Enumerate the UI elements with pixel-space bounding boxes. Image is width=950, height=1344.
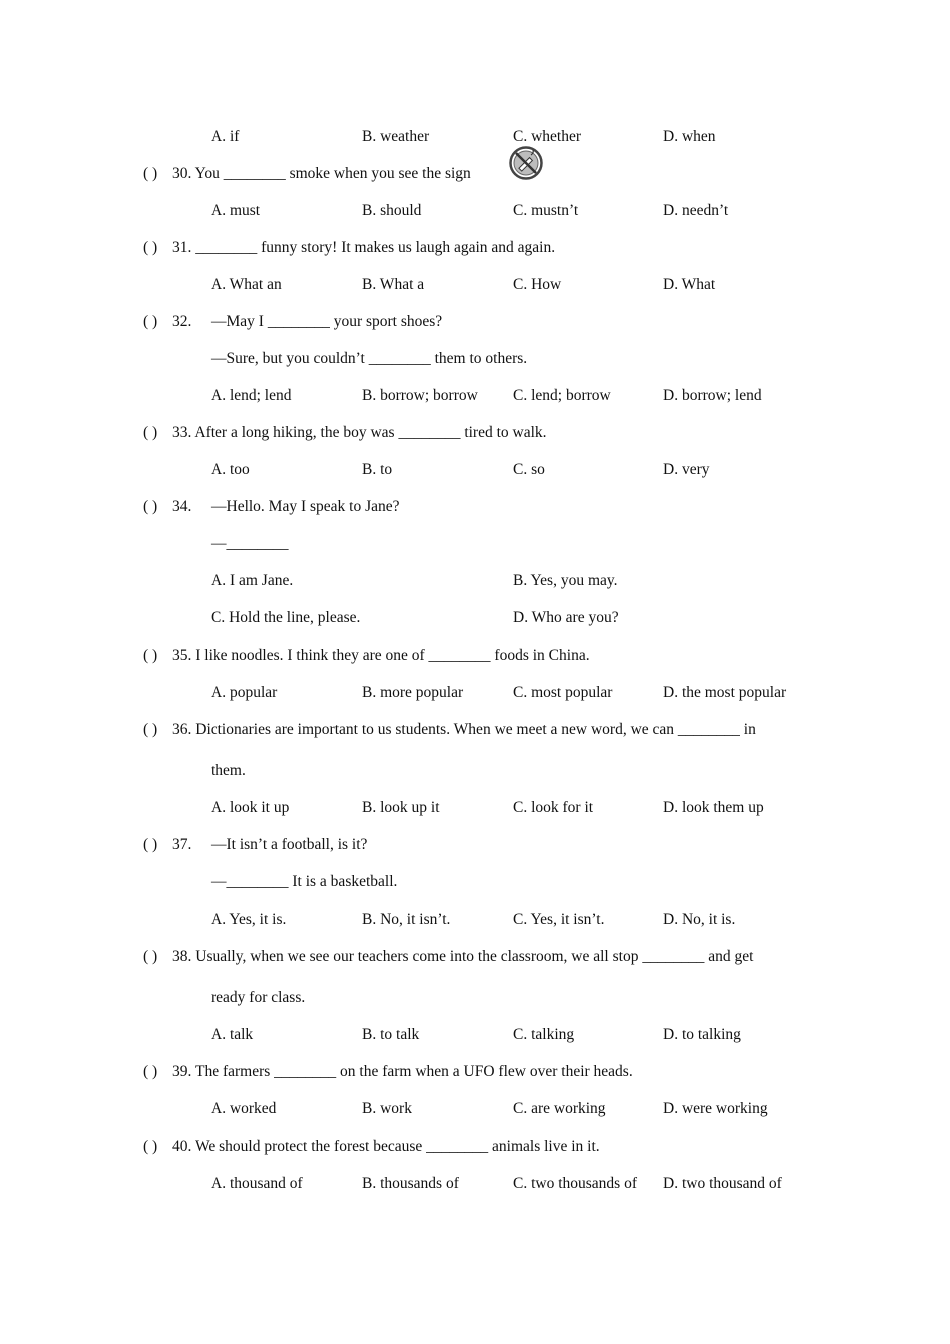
question-q39 [0,1061,950,1083]
option-a: A. Yes, it is. [211,911,287,928]
option-d: D. look them up [663,799,764,816]
option-d: D. Who are you? [513,609,619,626]
no-smoking-icon [509,146,543,180]
option-c: C. How [513,276,562,293]
option-c: C. two thousands of [513,1175,637,1192]
option-b: B. to [362,461,393,478]
options-row-q39 [0,1098,950,1120]
option-b: B. What a [362,276,425,293]
option-a: A. I am Jane. [211,572,294,589]
option-a: A. must [211,202,261,219]
answer-bracket: ( ) [143,721,158,738]
question-q32 [0,311,950,333]
question-stem: 33. After a long hiking, the boy was ________ tired to walk. [172,424,547,441]
options-row-q38 [0,1024,950,1046]
question-q30 [0,163,950,185]
answer-bracket: ( ) [143,836,158,853]
option-a: A. popular [211,684,278,701]
question-stem: 36. Dictionaries are important to us students. When we meet a new word, we can ________ in [172,721,756,738]
options-row-q34-ab [0,570,950,592]
dialog-line: —________ [211,535,289,552]
option-c: C. Yes, it isn’t. [513,911,605,928]
option-a: A. worked [211,1100,277,1117]
dialog-line: —________ It is a basketball. [211,873,398,890]
option-b: B. to talk [362,1026,420,1043]
question-stem: 39. The farmers ________ on the farm when a UFO flew over their heads. [172,1063,633,1080]
option-b: B. more popular [362,684,464,701]
option-d: D. the most popular [663,684,787,701]
option-a: A. talk [211,1026,254,1043]
option-c: C. so [513,461,545,478]
question-stem: 30. You ________ smoke when you see the sign [172,165,471,182]
dialog-line: —It isn’t a football, is it? [211,836,368,853]
options-row-q34-cd [0,607,950,629]
option-b: B. No, it isn’t. [362,911,451,928]
options-row-q32 [0,385,950,407]
question-number: 37. [172,836,192,853]
options-row-q30 [0,200,950,222]
option-d: D. No, it is. [663,911,736,928]
dialog-row [0,533,950,555]
option-c: C. are working [513,1100,606,1117]
answer-bracket: ( ) [143,1138,158,1155]
option-c: C. look for it [513,799,594,816]
answer-bracket: ( ) [143,647,158,664]
question-number: 32. [172,313,192,330]
options-row-q33 [0,459,950,481]
question-stem-continued [0,760,950,782]
dialog-line: —Sure, but you couldn’t ________ them to others. [211,350,528,367]
options-row-q40 [0,1173,950,1195]
question-number: 34. [172,498,192,515]
answer-bracket: ( ) [143,424,158,441]
options-row-q29 [0,126,950,148]
option-b: B. should [362,202,422,219]
question-q36 [0,719,950,741]
option-b: B. borrow; borrow [362,387,478,404]
answer-bracket: ( ) [143,313,158,330]
option-c: C. lend; borrow [513,387,611,404]
question-stem: 38. Usually, when we see our teachers come into the classroom, we all stop ________ and get [172,948,754,965]
answer-bracket: ( ) [143,239,158,256]
question-stem: 35. I like noodles. I think they are one of ________ foods in China. [172,647,590,664]
options-row-q36 [0,797,950,819]
option-c: C. Hold the line, please. [211,609,361,626]
question-q34 [0,496,950,518]
dialog-row [0,348,950,370]
question-stem-continued [0,987,950,1009]
stem-continuation: them. [211,762,246,779]
question-stem: 31. ________ funny story! It makes us laugh again and again. [172,239,556,256]
option-c: C. talking [513,1026,575,1043]
question-stem: 40. We should protect the forest because ________ animals live in it. [172,1138,600,1155]
options-row-q31 [0,274,950,296]
option-d: D. very [663,461,710,478]
option-b: B. Yes, you may. [513,572,618,589]
stem-continuation: ready for class. [211,989,306,1006]
option-d: D. were working [663,1100,768,1117]
question-q38 [0,946,950,968]
option-a: A. lend; lend [211,387,292,404]
answer-bracket: ( ) [143,1063,158,1080]
option-c: C. most popular [513,684,613,701]
options-row-q35 [0,682,950,704]
option-a: A. What an [211,276,282,293]
dialog-line: —May I ________ your sport shoes? [211,313,443,330]
question-q40 [0,1136,950,1158]
dialog-row [0,871,950,893]
option-b: B. look up it [362,799,440,816]
question-q37 [0,834,950,856]
option-a: A. too [211,461,250,478]
option-d: D. to talking [663,1026,741,1043]
option-d: D. What [663,276,716,293]
answer-bracket: ( ) [143,498,158,515]
option-b: B. thousands of [362,1175,459,1192]
option-a: A. if [211,128,240,145]
option-d: D. needn’t [663,202,729,219]
dialog-line: —Hello. May I speak to Jane? [211,498,400,515]
option-a: A. look it up [211,799,290,816]
option-d: D. when [663,128,716,145]
option-d: D. borrow; lend [663,387,762,404]
answer-bracket: ( ) [143,165,158,182]
option-c: C. mustn’t [513,202,579,219]
options-row-q37 [0,909,950,931]
option-d: D. two thousand of [663,1175,782,1192]
option-b: B. weather [362,128,430,145]
option-a: A. thousand of [211,1175,303,1192]
answer-bracket: ( ) [143,948,158,965]
question-q31 [0,237,950,259]
question-q35 [0,645,950,667]
option-c: C. whether [513,128,582,145]
question-q33 [0,422,950,444]
option-b: B. work [362,1100,412,1117]
